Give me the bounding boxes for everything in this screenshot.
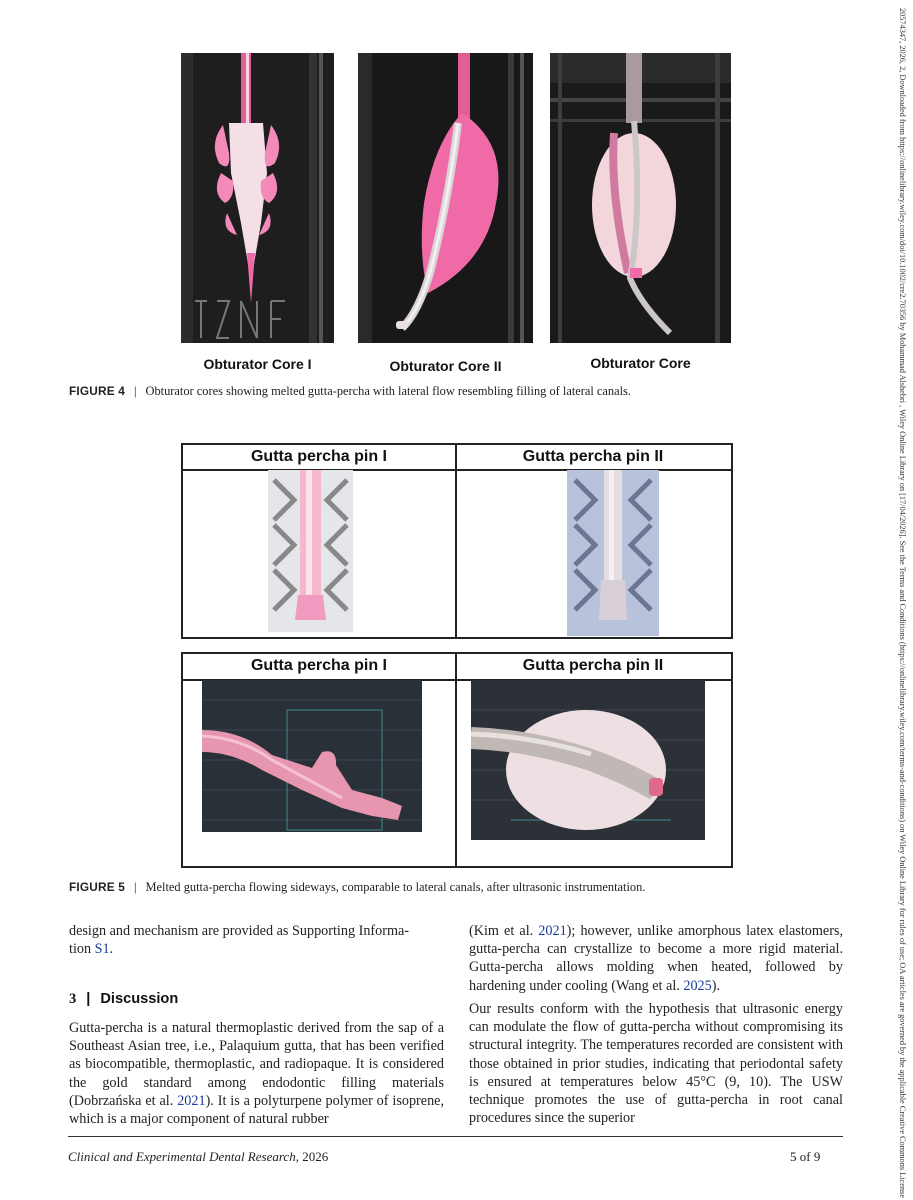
page-number: 5 of 9	[790, 1149, 821, 1164]
footer-journal: Clinical and Experimental Dental Research, 2026	[68, 1149, 329, 1164]
figure-5-caption-text: Melted gutta-percha flowing sideways, comparable to lateral canals, after ultrasonic instrumentation.	[145, 880, 646, 894]
obturator-core-1-photo	[181, 53, 334, 343]
journal-name: Clinical and Experimental Dental Research	[68, 1149, 296, 1164]
figure-4-caption-text: Obturator cores showing melted gutta-percha with lateral flow resembling filling of lateral canals.	[145, 384, 631, 398]
left-para-1: design and mechanism are provided as Supporting Informa- tion S1.	[69, 923, 410, 958]
panel-label-core-2: Obturator Core II	[389, 358, 502, 374]
figure-4-caption: FIGURE 4 | Obturator cores showing melted gutta-percha with lateral flow resembling filling of lateral canals.	[69, 384, 631, 398]
footer-divider	[68, 1136, 843, 1137]
obturator-core-3-photo	[550, 53, 731, 343]
obturator-core-2-photo	[358, 53, 533, 343]
ref-dobrzanska-2021[interactable]: 2021	[177, 1092, 206, 1109]
panel-label-core-1: Obturator Core I	[203, 356, 312, 372]
figure-4-label: FIGURE 4	[69, 384, 126, 398]
figure-5-caption: FIGURE 5 | Melted gutta-percha flowing sideways, comparable to lateral canals, after ultrasonic instrumentation.	[69, 880, 646, 894]
top-label-pin-2: Gutta percha pin II	[522, 448, 664, 465]
figure-5-label: FIGURE 5	[69, 880, 126, 894]
pin-2-bottom-photo	[471, 680, 705, 840]
section-heading-discussion: 3 | Discussion	[69, 991, 179, 1007]
section-title: Discussion	[100, 991, 179, 1007]
supporting-info-link[interactable]: S1	[94, 941, 110, 958]
download-sidebar	[896, 8, 908, 1198]
bottom-label-pin-2: Gutta percha pin II	[522, 657, 664, 674]
ref-kim-2021[interactable]: 2021	[538, 923, 567, 939]
panel-label-core-3: Obturator Core	[590, 355, 691, 371]
pin-1-bottom-photo	[202, 680, 422, 832]
right-para-2: Our results conform with the hypothesis that ultrasonic energy can modulate the flow of gutta-percha without compromising its structural integrity. The temperatures recorded are consistent with those obtained in prior studies, indicating that periodontal safety is ensured at temperatures below 45°C (9, 10). The USW technique promotes the use of gutta-percha in root canal procedures since the superior	[469, 1001, 843, 1127]
top-label-pin-1: Gutta percha pin I	[250, 448, 387, 465]
pin-2-top-photo	[567, 470, 659, 636]
pin-1-top-photo	[268, 470, 353, 632]
ref-wang-2025[interactable]: 2025	[683, 977, 712, 994]
right-para-1: (Kim et al. 2021); however, unlike amorphous latex elastomers, gutta-percha can crystallize to become a more rigid material. Gutta-percha allows molding when heated, followed by hardening under cooling (Wang et al. 2025).	[469, 923, 843, 994]
bottom-label-pin-1: Gutta percha pin I	[250, 657, 387, 674]
download-notice: 20574347, 2026, 2, Downloaded from https://onlinelibrary.wiley.com/doi/10.1002/cre2.70356 by Mohammad Alshebri , Wiley Online Library on [17/04/2026]. See the Terms and Conditions (https://onlinelibrary.wiley.com/terms-and-conditions) on Wiley Online Library for rules of use; OA articles are governed by the applicable Creative Commons License	[898, 8, 907, 1198]
left-para-2: Gutta-percha is a natural thermoplastic derived from the sap of a Southeast Asian tree, i.e., Palaquium gutta, that has been verified as biocompatible, thermoplastic, and radiopaque. It is considered the gold standard among endodontic filling materials (Dobrzańska et al. 2021). It is a polyturpene polymer of isoprene, which is a major component of natural rubber	[69, 1020, 445, 1128]
